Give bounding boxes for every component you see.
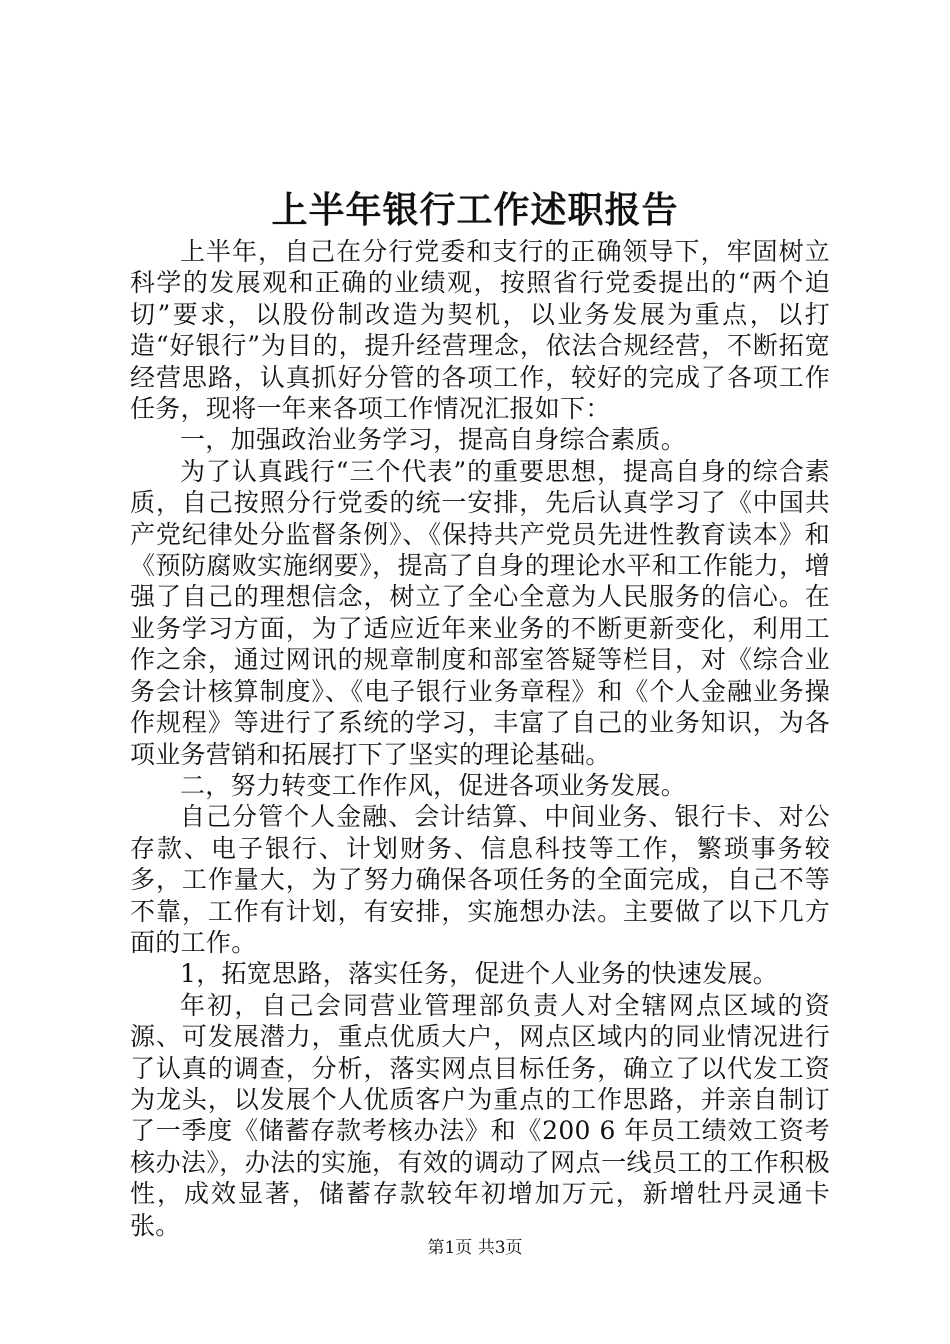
page-footer: 第1页 共3页 <box>427 1238 523 1258</box>
paragraph-work-style: 自己分管个人金融、会计结算、中间业务、银行卡、对公存款、电子银行、计划财务、信息科技等工作，繁琐事务较多，工作量大，为了努力确保各项任务的全面完成，自己不等不靠，工作有计划，有安排，实施想办法。主要做了以下几方面的工作。 <box>130 802 830 957</box>
subsection-heading-1: 1，拓宽思路，落实任务，促进个人业务的快速发展。 <box>180 959 779 989</box>
paragraph-intro: 上半年，自己在分行党委和支行的正确领导下，牢固树立科学的发展观和正确的业绩观，按照省行党委提出的“两个迫切”要求，以股份制改造为契机，以业务发展为重点，以打造“好银行”为目的，提升经营理念，依法合规经营，不断拓宽经营思路，认真抓好分管的各项工作，较好的完成了各项工作任务，现将一年来各项工作情况汇报如下： <box>130 237 830 424</box>
paragraph-study: 为了认真践行“三个代表”的重要思想，提高自身的综合素质，自己按照分行党委的统一安排，先后认真学习了《中国共产党纪律处分监督条例》、《保持共产党员先进性教育读本》和《预防腐败实施纲要》，提高了自身的理论水平和工作能力，增强了自己的理想信念，树立了全心全意为人民服务的信心。在业务学习方面，为了适应近年来业务的不断更新变化，利用工作之余，通过网讯的规章制度和部室答疑等栏目，对《综合业务会计核算制度》、《电子银行业务章程》和《个人金融业务操作规程》等进行了系统的学习，丰富了自己的业务知识，为各项业务营销和拓展打下了坚实的理论基础。 <box>130 456 830 769</box>
section-heading-1: 一，加强政治业务学习，提高自身综合素质。 <box>180 425 687 455</box>
document-body <box>130 236 830 1241</box>
section-heading-2: 二，努力转变工作作风，促进各项业务发展。 <box>180 770 687 800</box>
paragraph-personal-business: 年初，自己会同营业管理部负责人对全辖网点区域的资源、可发展潜力，重点优质大户，网点区域内的同业情况进行了认真的调查，分析，落实网点目标任务，确立了以代发工资为龙头，以发展个人优质客户为重点的工作思路，并亲自制订了一季度《储蓄存款考核办法》和《200 6 年员工绩效工资考核办法》，办法的实施，有效的调动了网点一线员工的工作积极性，成效显著，储蓄存款较年初增加万元，新增牡丹灵通卡张。 <box>130 990 830 1240</box>
document-title: 上半年银行工作述职报告 <box>271 189 679 231</box>
